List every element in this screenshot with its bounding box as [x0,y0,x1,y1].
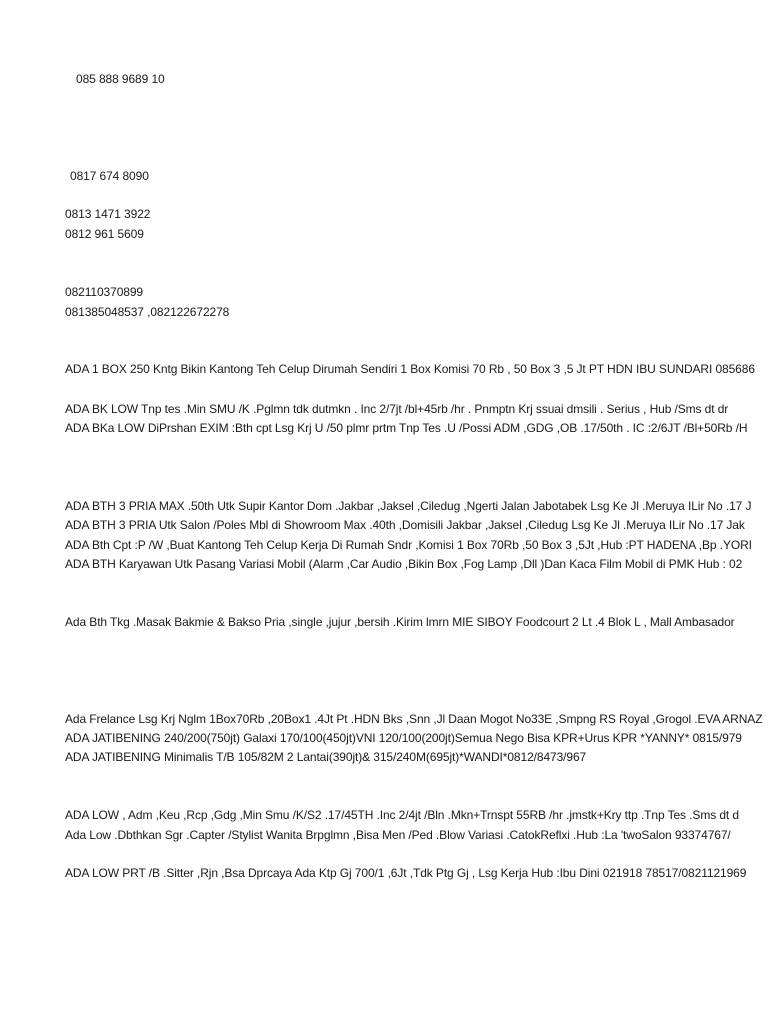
classified-ad-line: ADA LOW PRT /B .Sitter ,Rjn ,Bsa Dprcaya Ada Ktp Gj 700/1 ,6Jt ,Tdk Ptg Gj , Lsg Kerja Hub :Ibu Dini 021918 78517/0821121969 [65,866,747,880]
phone-number-6: 081385048537 ,082122672278 [65,305,230,319]
classified-ad-line: Ada Low .Dbthkan Sgr .Capter /Stylist Wanita Brpglmn ,Bisa Men /Ped .Blow Variasi .CatokReflxi .Hub :La 'twoSalon 93374767/ [65,828,731,842]
classified-ad-line: ADA Bth Cpt :P /W ,Buat Kantong Teh Celup Kerja Di Rumah Sndr ,Komisi 1 Box 70Rb ,50 Box 3 ,5Jt ,Hub :PT HADENA ,Bp .YORI [65,538,752,552]
phone-number-4: 0812 961 5609 [65,227,144,241]
classified-ad-line: Ada Bth Tkg .Masak Bakmie & Bakso Pria ,single ,jujur ,bersih .Kirim lmrn MIE SIBOY Foodcourt 2 Lt .4 Blok L , Mall Ambasador [65,615,735,629]
phone-number-3: 0813 1471 3922 [65,207,151,221]
classified-ad-line: ADA JATIBENING 240/200(750jt) Galaxi 170/100(450jt)VNI 120/100(200jt)Semua Nego Bisa KPR+Urus KPR *YANNY* 0815/979 [65,731,742,745]
classified-ad-line: ADA BTH 3 PRIA Utk Salon /Poles Mbl di Showroom Max .40th ,Domisili Jakbar ,Jaksel ,Ciledug Lsg Ke Jl .Meruya ILir No .17 Jak [65,518,745,532]
phone-number-5: 082110370899 [65,285,143,299]
classified-ad-line: ADA BTH 3 PRIA MAX .50th Utk Supir Kantor Dom .Jakbar ,Jaksel ,Ciledug ,Ngerti Jalan Jabotabek Lsg Ke Jl .Meruya ILir No .17 J [65,499,752,513]
classified-ad-line: ADA BK LOW Tnp tes .Min SMU /K .Pglmn tdk dutmkn . Inc 2/7jt /bl+45rb /hr . Pnmptn Krj ssuai dmsili . Serius , Hub /Sms dt dr [65,402,729,416]
classified-ad-line: Ada Frelance Lsg Krj Nglm 1Box70Rb ,20Box1 .4Jt Pt .HDN Bks ,Snn ,Jl Daan Mogot No33E ,Smpng RS Royal ,Grogol .EVA ARNAZ [65,712,763,726]
classified-ad-line: ADA BTH Karyawan Utk Pasang Variasi Mobil (Alarm ,Car Audio ,Bikin Box ,Fog Lamp ,Dll )Dan Kaca Film Mobil di PMK Hub : 02 [65,557,743,571]
phone-number-2: 0817 674 8090 [70,169,149,183]
classified-ad-line: ADA LOW , Adm ,Keu ,Rcp ,Gdg ,Min Smu /K/S2 .17/45TH .Inc 2/4jt /Bln .Mkn+Trnspt 55RB /hr .jmstk+Kry ttp .Tnp Tes .Sms dt d [65,808,739,822]
classified-ad-line: ADA JATIBENING Minimalis T/B 105/82M 2 Lantai(390jt)& 315/240M(695jt)*WANDI*0812/8473/967 [65,750,587,764]
phone-number-1: 085 888 9689 10 [76,72,165,86]
classified-ad-line: ADA BKa LOW DiPrshan EXIM :Bth cpt Lsg Krj U /50 plmr prtm Tnp Tes .U /Possi ADM ,GDG ,OB .17/50th . IC :2/6JT /Bl+50Rb /H [65,421,748,435]
classified-ad-line: ADA 1 BOX 250 Kntg Bikin Kantong Teh Celup Dirumah Sendiri 1 Box Komisi 70 Rb , 50 Box 3 ,5 Jt PT HDN IBU SUNDARI 085686 [65,362,755,376]
